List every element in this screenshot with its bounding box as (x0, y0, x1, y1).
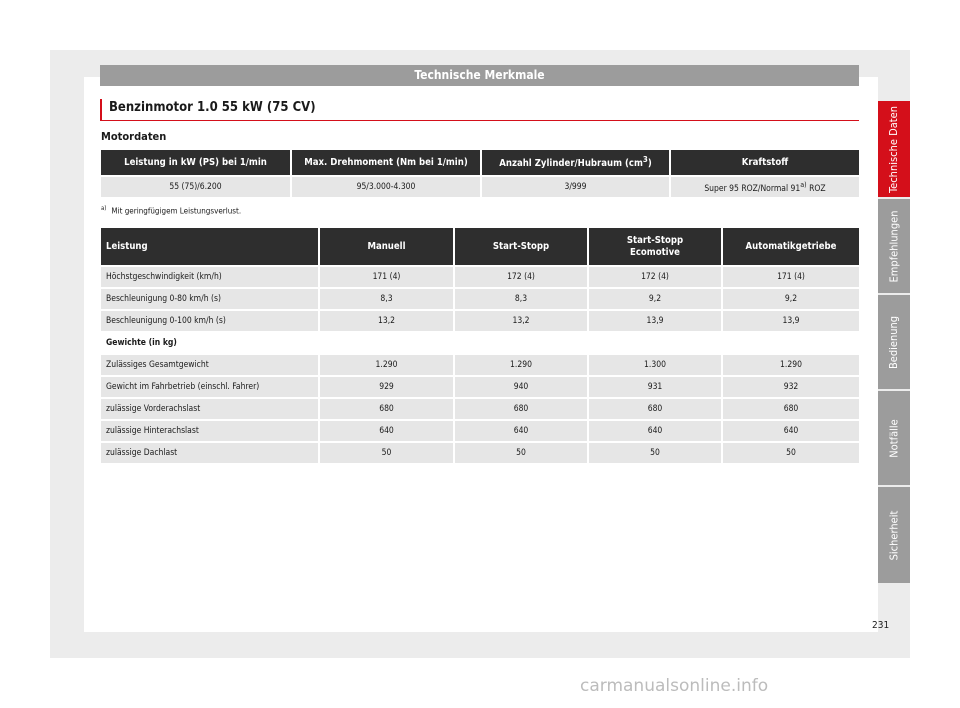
table-cell: 9,2 (588, 288, 722, 310)
table-cell: 13,2 (319, 310, 454, 332)
header-text: ) (647, 158, 652, 170)
side-tab-label: Notfälle (887, 418, 901, 458)
column-header (481, 150, 670, 176)
row-label: Höchstgeschwindigkeit (km/h) (101, 266, 319, 288)
table-cell: 172 (4) (588, 266, 722, 288)
table-row (101, 176, 859, 197)
superscript: 3 (642, 155, 648, 165)
motor-data-table (101, 150, 859, 197)
table-cell: 171 (4) (319, 266, 454, 288)
row-label: Beschleunigung 0-100 km/h (s) (101, 310, 319, 332)
footnote-text: Mit geringfügigem Leistungsverlust. (111, 206, 242, 216)
table-row (101, 266, 859, 288)
side-tab-label: Empfehlungen (887, 210, 901, 282)
row-label: zulässige Hinterachslast (101, 420, 319, 442)
table-cell: 172 (4) (454, 266, 588, 288)
table-cell: 640 (319, 420, 454, 442)
table-cell: 50 (454, 442, 588, 464)
table-cell: 13,9 (588, 310, 722, 332)
table-cell: 680 (319, 398, 454, 420)
footnote (101, 205, 241, 216)
table-cell: 3/999 (481, 176, 670, 197)
column-header: Start-Stopp (454, 228, 588, 266)
table-cell: 50 (588, 442, 722, 464)
table-row (101, 288, 859, 310)
table-cell: 680 (588, 398, 722, 420)
row-label: zulässige Vorderachslast (101, 398, 319, 420)
table-header-row (101, 150, 859, 176)
group-row (101, 332, 859, 354)
table-cell: 640 (588, 420, 722, 442)
table-cell: 640 (722, 420, 859, 442)
table-row (101, 354, 859, 376)
side-tab-technische-daten[interactable] (878, 101, 910, 197)
table-row (101, 310, 859, 332)
side-tab-label: Technische Daten (887, 105, 901, 193)
table-cell: 680 (722, 398, 859, 420)
performance-table (101, 228, 859, 465)
row-label: zulässige Dachlast (101, 442, 319, 464)
page-number: 231 (872, 620, 890, 631)
column-header: Automatikgetriebe (722, 228, 859, 266)
table-cell: 50 (722, 442, 859, 464)
column-header: Manuell (319, 228, 454, 266)
row-label: Zulässiges Gesamtgewicht (101, 354, 319, 376)
table-cell: 680 (454, 398, 588, 420)
table-cell: 13,2 (454, 310, 588, 332)
cell-text: ROZ (806, 183, 826, 194)
cell-text: Super 95 ROZ/Normal 91 (704, 183, 801, 194)
table-cell: 8,3 (454, 288, 588, 310)
table-cell: 95/3.000-4.300 (291, 176, 481, 197)
side-tab-notfaelle[interactable] (878, 391, 910, 485)
side-tab-bedienung[interactable] (878, 295, 910, 389)
header-text: Anzahl Zylinder/Hubraum (cm (499, 158, 643, 170)
table-cell: 13,9 (722, 310, 859, 332)
table-cell: 640 (454, 420, 588, 442)
table-cell: 929 (319, 376, 454, 398)
side-tab-label: Sicherheit (887, 510, 901, 560)
section-title: Benzinmotor 1.0 55 kW (75 CV) (100, 99, 859, 121)
table-cell: 1.290 (722, 354, 859, 376)
table-cell: 1.300 (588, 354, 722, 376)
table-row (101, 376, 859, 398)
table-cell: 1.290 (319, 354, 454, 376)
table-cell: 932 (722, 376, 859, 398)
chapter-header: Technische Merkmale (100, 65, 859, 86)
column-header: Start-Stopp Ecomotive (588, 228, 722, 266)
table-cell (670, 176, 859, 197)
table-header-row (101, 228, 859, 266)
table-cell: 8,3 (319, 288, 454, 310)
side-tab-empfehlungen[interactable] (878, 199, 910, 293)
table-cell: 9,2 (722, 288, 859, 310)
row-label: Beschleunigung 0-80 km/h (s) (101, 288, 319, 310)
table-row (101, 442, 859, 464)
column-header: Leistung in kW (PS) bei 1/min (101, 150, 291, 176)
side-tab-sicherheit[interactable] (878, 487, 910, 583)
table-cell: 931 (588, 376, 722, 398)
table-cell: 55 (75)/6.200 (101, 176, 291, 197)
side-tab-label: Bedienung (887, 315, 901, 369)
row-label: Gewicht im Fahrbetrieb (einschl. Fahrer) (101, 376, 319, 398)
footnote-ref: a) (800, 180, 807, 190)
column-header: Kraftstoff (670, 150, 859, 176)
table-row (101, 420, 859, 442)
table-cell: 171 (4) (722, 266, 859, 288)
table-cell: 940 (454, 376, 588, 398)
group-label: Gewichte (in kg) (101, 332, 859, 354)
column-header: Leistung (101, 228, 319, 266)
watermark: carmanualsonline.info (580, 676, 769, 696)
column-header: Max. Drehmoment (Nm bei 1/min) (291, 150, 481, 176)
footnote-marker: a) (101, 205, 107, 212)
table-row (101, 398, 859, 420)
subsection-title: Motordaten (101, 130, 167, 143)
table-cell: 1.290 (454, 354, 588, 376)
table-cell: 50 (319, 442, 454, 464)
